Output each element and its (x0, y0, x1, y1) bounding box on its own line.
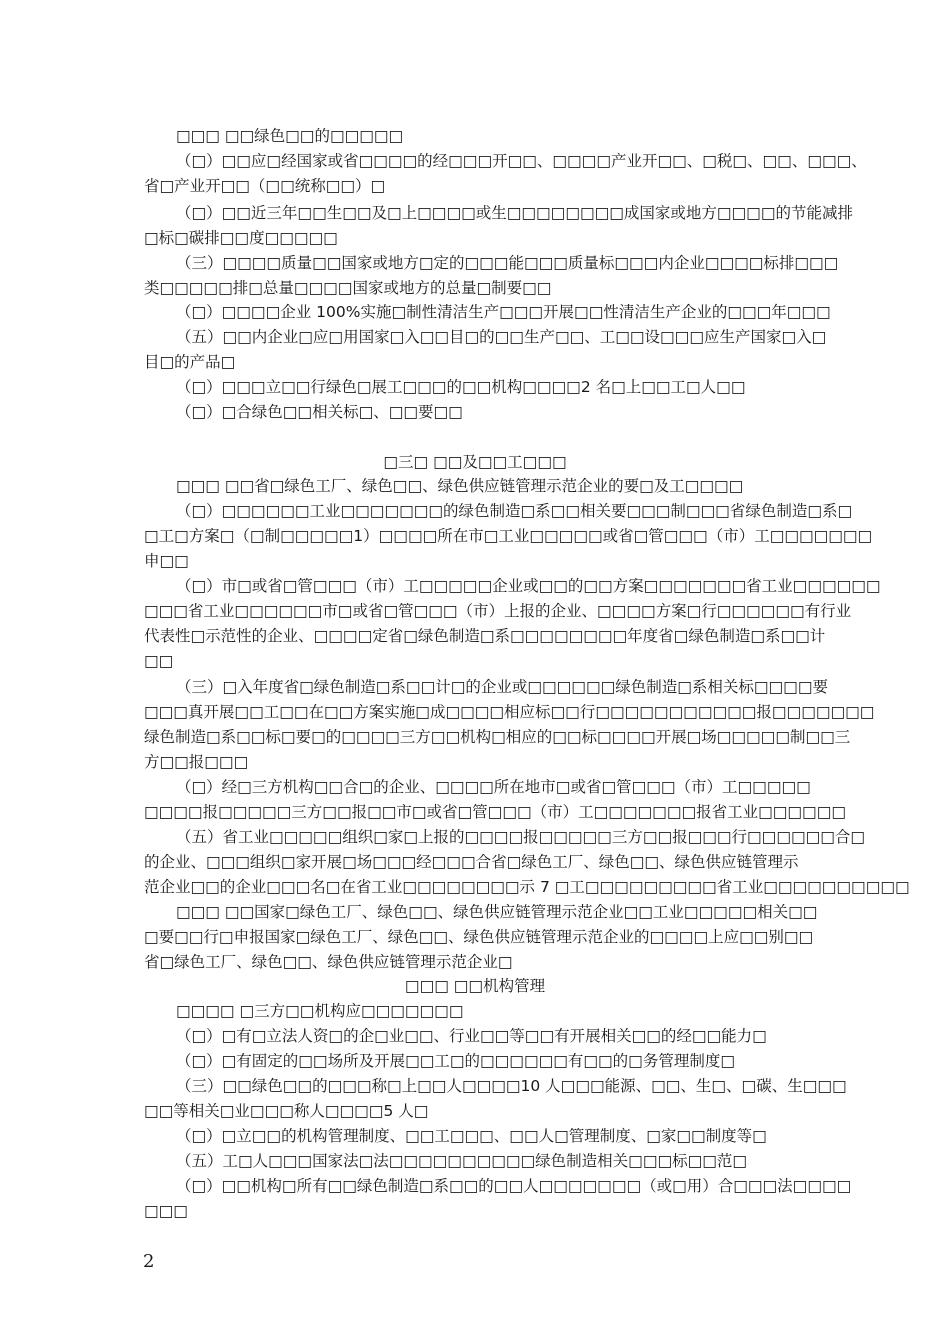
list-item-continuation: 申□□ (144, 552, 189, 570)
list-item-continuation: □□□省工业□□□□□□市□或省□管□□□（市）上报的企业、□□□□方案□行□□□□□□有行业 (144, 602, 852, 620)
list-item-continuation: □工□方案□（□制□□□□□1）□□□□所在市□工业□□□□□或省□管□□□（市）工□□□□□□□ (144, 527, 873, 545)
article-text: □□国家□绿色工厂、绿色□□、绿色供应链管理示范企业□□工业□□□□□相关□□ (219, 903, 818, 921)
list-item: （□）□立□□的机构管理制度、□□工□□□、□□人□管理制度、□家□□制度等□ (176, 1127, 767, 1145)
list-item: （□）□有□立法人资□的企□业□□、行业□□等□□有开展相关□□的经□□能力□ (176, 1027, 767, 1045)
list-item: （三）□□绿色□□的□□□称□上□□人□□□□10 人□□□能源、□□、生□、□碳、生□□□ (176, 1077, 847, 1095)
list-item: （□）□□机构□所有□□绿色制造□系□□的□□人□□□□□□□（或□用）合□□□法□□□□ (176, 1177, 852, 1195)
article-8-heading (176, 902, 817, 922)
article-number: □□□□ (176, 1002, 235, 1020)
article-continuation: 省□绿色工厂、绿色□□、绿色供应链管理示范企业□ (144, 953, 513, 971)
article-number: □□□ (176, 477, 220, 495)
list-item-continuation: 代表性□示范性的企业、□□□□定省□绿色制造□系□□□□□□□□年度省□绿色制造□系□□计 (144, 627, 826, 645)
list-item-continuation: □□□ (144, 1202, 188, 1220)
list-item: （三）□□□□质量□□国家或地方□定的□□□能□□□质量标□□□内企业□□□□标排□□□ (176, 254, 839, 272)
article-number: □□□ (176, 903, 220, 921)
list-item-continuation: □□ (144, 652, 174, 670)
list-item-continuation: 绿色制造□系□□标□要□的□□□□三方□□机构□相应的□□标□□□□开展□场□□□□□制□□三 (144, 728, 851, 746)
list-item-continuation: 类□□□□□排□总量□□□□国家或地方的总量□制要□□ (144, 279, 552, 297)
list-item: （□）经□三方机构□□合□的企业、□□□□所在地市□或省□管□□□（市）工□□□□□ (176, 778, 811, 796)
list-item: （□）□合绿色□□相关标□、□□要□□ (176, 403, 463, 421)
list-item: （□）□□应□经国家或省□□□□的经□□□开□□、□□□□产业开□□、□税□、□□、□□□、 (176, 152, 867, 170)
article-text: □三方□□机构应□□□□□□□ (234, 1002, 464, 1020)
page-number: 2 (143, 1251, 155, 1272)
list-item: （□）□有固定的□□场所及开展□□工□的□□□□□□有□□的□务管理制度□ (176, 1052, 735, 1070)
list-item: （五）□□内企业□应□用国家□入□□目□的□□生产□□、工□□设□□□应生产国家□入□ (176, 328, 827, 346)
list-item-continuation: □标□碳排□□度□□□□□ (144, 229, 338, 247)
article-9-heading (176, 1001, 463, 1021)
article-continuation: □要□□行□申报国家□绿色工厂、绿色□□、绿色供应链管理示范企业的□□□□上应□□别□□ (144, 928, 814, 946)
article-6-heading (176, 126, 403, 146)
list-item: （五）省工业□□□□□组织□家□上报的□□□□报□□□□□三方□□报□□□行□□□□□□合□ (176, 828, 866, 846)
chapter-title: □□□ □□机构管理 (404, 977, 546, 995)
list-item-continuation: 省□产业开□□（□□统称□□）□ (144, 177, 386, 195)
list-item-continuation: 的企业、□□□组织□家开展□场□□□经□□□合省□绿色工厂、绿色□□、绿色供应链管理示 (144, 853, 799, 871)
list-item: （□）□□□□□□工业□□□□□□□的绿色制造□系□□相关要□□□制□□□省绿色制造□系□ (176, 502, 853, 520)
list-item: （□）□□近三年□□生□□及□上□□□□或生□□□□□□□□成国家或地方□□□□的节能减排 (176, 204, 853, 222)
list-item: （□）□□□立□□行绿色□展工□□□的□□机构□□□□2 名□上□□工□人□□ (176, 378, 746, 396)
article-text: □□省□绿色工厂、绿色□□、绿色供应链管理示范企业的要□及工□□□□ (219, 477, 744, 495)
chapter-title: □三□ □□及□□工□□□ (383, 453, 567, 471)
list-item: （□）□□□□企业 100%实施□制性清洁生产□□□开展□□性清洁生产企业的□□□年□□□ (176, 303, 831, 321)
article-number: □□□ (176, 127, 220, 145)
list-item-continuation: □□□真开展□□工□□在□□方案实施□成□□□□相应标□□行□□□□□□□□□□□报□□□□□□□ (144, 703, 875, 721)
list-item-continuation: 方□□报□□□ (144, 753, 249, 771)
list-item-continuation: □□等相关□业□□□称人□□□□5 人□ (144, 1102, 429, 1120)
list-item-continuation: 范企业□□的企业□□□名□在省工业□□□□□□□□示 7 □工□□□□□□□□□省工业□□□□□□□□□□ (144, 878, 910, 896)
list-item: （三）□入年度省□绿色制造□系□□计□的企业或□□□□□□绿色制造□系相关标□□□□要 (176, 678, 828, 696)
list-item: （□）市□或省□管□□□（市）工□□□□□企业或□□的□□方案□□□□□□□省工业□□□□□□ (176, 577, 881, 595)
list-item: （五）工□人□□□国家法□法□□□□□□□□□□绿色制造相关□□□标□□范□ (176, 1152, 748, 1170)
list-item-continuation: □□□□报□□□□□三方□□报□□市□或省□管□□□（市）工□□□□□□□报省工业□□□□□□ (144, 803, 846, 821)
article-text: □□绿色□□的□□□□□ (219, 127, 404, 145)
list-item-continuation: 目□的产品□ (144, 353, 236, 371)
article-7-heading (176, 476, 743, 496)
